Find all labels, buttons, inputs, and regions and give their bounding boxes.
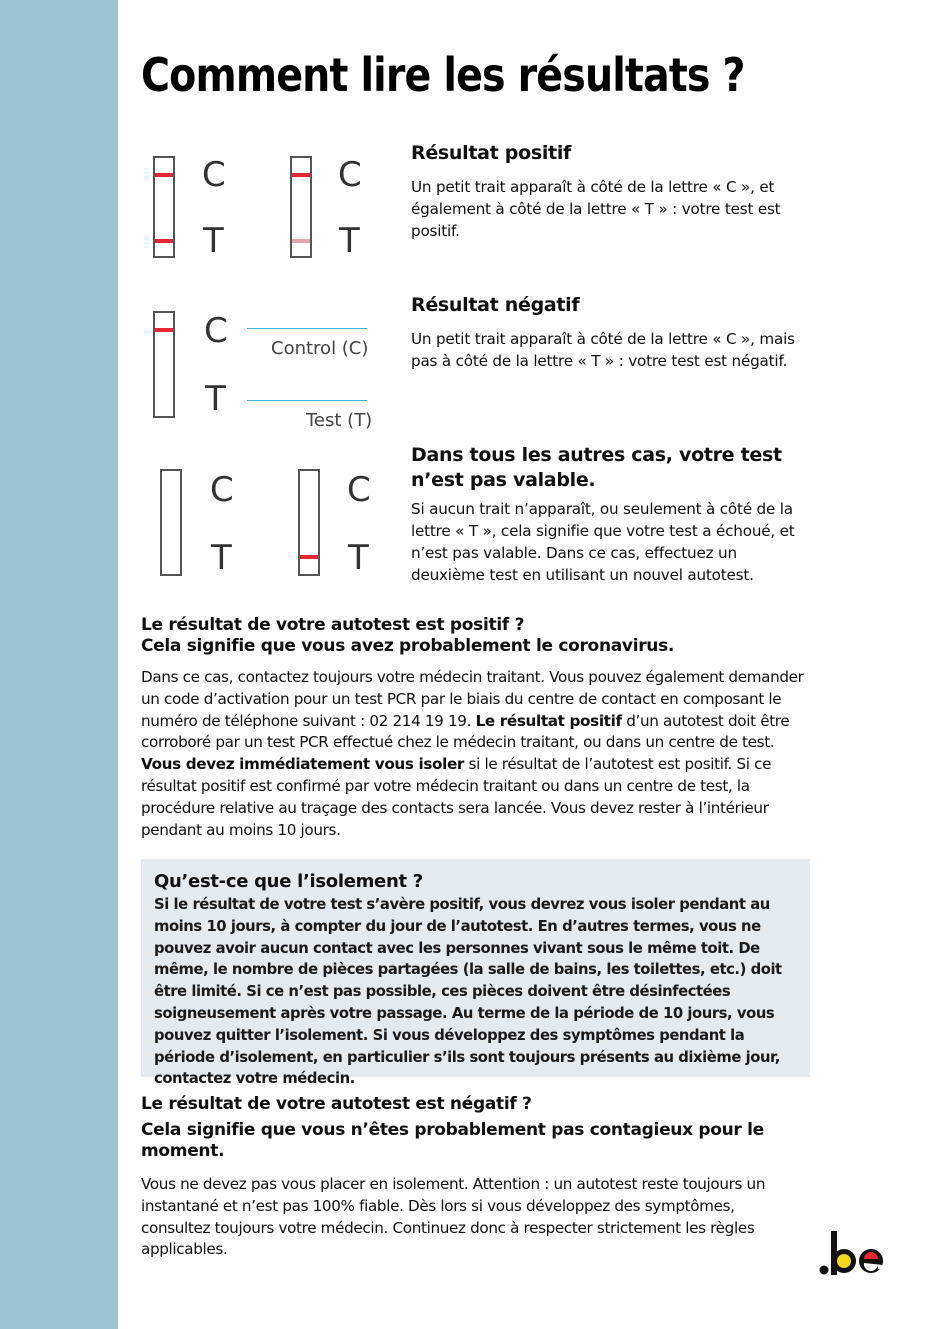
result-heading: Dans tous les autres cas, votre test n’est pas valable. (411, 444, 782, 491)
control-band (292, 173, 310, 177)
letter-t: T (203, 221, 224, 261)
letter-c: C (210, 470, 234, 510)
faint-test-band (292, 239, 310, 243)
test-strip (160, 469, 182, 576)
body-emphasis: Le résultat positif (475, 711, 622, 730)
legend-line-control (247, 328, 367, 329)
sidebar-stripe (0, 0, 118, 1329)
test-band (155, 239, 173, 243)
legend-line-test (247, 400, 367, 401)
result-body: Si aucun trait n’apparaît, ou seulement à côté de la lettre « T », cela signifie que votre test a échoué, et n’est pas valable. Dans ce cas, effectuez un deuxième test en utilisant un nouvel autotest. (411, 500, 795, 585)
legend-control: Control (C) (271, 338, 369, 359)
result-heading: Résultat positif (411, 142, 572, 164)
infobox-heading: Qu’est-ce que l’isolement ? (154, 871, 423, 892)
result-body: Un petit trait apparaît à côté de la lettre « C », mais pas à côté de la lettre « T » : votre test est négatif. (411, 329, 795, 370)
belgium-be-logo (819, 1225, 889, 1277)
result-positive (411, 141, 801, 242)
negative-section (141, 1094, 841, 1261)
result-invalid (411, 443, 801, 586)
body-emphasis: Vous devez immédiatement vous isoler (141, 755, 465, 774)
result-body: Un petit trait apparaît à côté de la lettre « C », et également à côté de la lettre « T » : votre test est positif. (411, 177, 781, 240)
body-text: si le résultat de l’autotest est positif. Si ce résultat positif est confirmé par votre médecin traitant ou dans un centre de test, la procédure relative au traçage des contacts sera lancée. Vous devez rester à l’intérieur pendant au moins 10 jours. (141, 755, 772, 839)
test-strip (153, 156, 175, 258)
control-band (155, 328, 173, 332)
result-heading: Résultat négatif (411, 294, 580, 316)
result-negative (411, 293, 801, 372)
letter-t: T (205, 379, 226, 419)
section-subheading: Cela signifie que vous n’êtes probablement pas contagieux pour le moment. (141, 1120, 764, 1161)
section-subheading: Cela signifie que vous avez probablement le coronavirus. (141, 636, 675, 656)
section-heading: Le résultat de votre autotest est positif ? (141, 615, 525, 635)
section-body (141, 667, 811, 841)
letter-c: C (202, 155, 226, 195)
letter-c: C (204, 311, 228, 351)
letter-t: T (348, 538, 369, 578)
page-title: Comment lire les résultats ? (141, 48, 745, 102)
test-strip (153, 311, 175, 418)
test-strip (290, 156, 312, 258)
test-band (300, 555, 318, 559)
legend-test: Test (T) (306, 410, 373, 431)
section-heading: Le résultat de votre autotest est négatif ? (141, 1094, 532, 1114)
isolation-info-box (141, 859, 810, 1088)
body-text: Dans ce cas, contactez toujours votre médecin traitant. Vous pouvez également demander un code d’activation pour un test PCR par le biais du centre de contact en composant le numéro de téléphone suivant : 02 214 19 19. (141, 668, 804, 730)
positive-section (141, 615, 811, 841)
body-text: d’un autotest doit être corroboré par un test PCR effectué chez le médecin traitant, ou dans un centre de test. (141, 711, 790, 752)
infobox-body: Si le résultat de votre test s’avère positif, vous devrez vous isoler pendant au moins 10 jours, à compter du jour de l’autotest. En d’autres termes, vous ne pouvez avoir aucun contact avec les personnes vivant sous le même toit. De même, le nombre de pièces partagées (la salle de bains, les toilettes, etc.) doit être limité. Si ce n’est pas possible, ces pièces doivent être désinfectées soigneusement après votre passage. Au terme de la période de 10 jours, vous pouvez quitter l’isolement. Si vous développez des symptômes pendant la période d’isolement, en particulier s’ils sont toujours présents au dixième jour, contactez votre médecin. (154, 896, 782, 1088)
letter-t: T (339, 221, 360, 261)
control-band (155, 173, 173, 177)
test-strip (298, 469, 320, 576)
section-body: Vous ne devez pas vous placer en isolement. Attention : un autotest reste toujours un instantané et n’est pas 100% fiable. Dès lors si vous développez des symptômes, consultez toujours votre médecin. Continuez donc à respecter strictement les règles applicables. (141, 1175, 766, 1259)
letter-t: T (211, 538, 232, 578)
letter-c: C (338, 155, 362, 195)
letter-c: C (347, 470, 371, 510)
